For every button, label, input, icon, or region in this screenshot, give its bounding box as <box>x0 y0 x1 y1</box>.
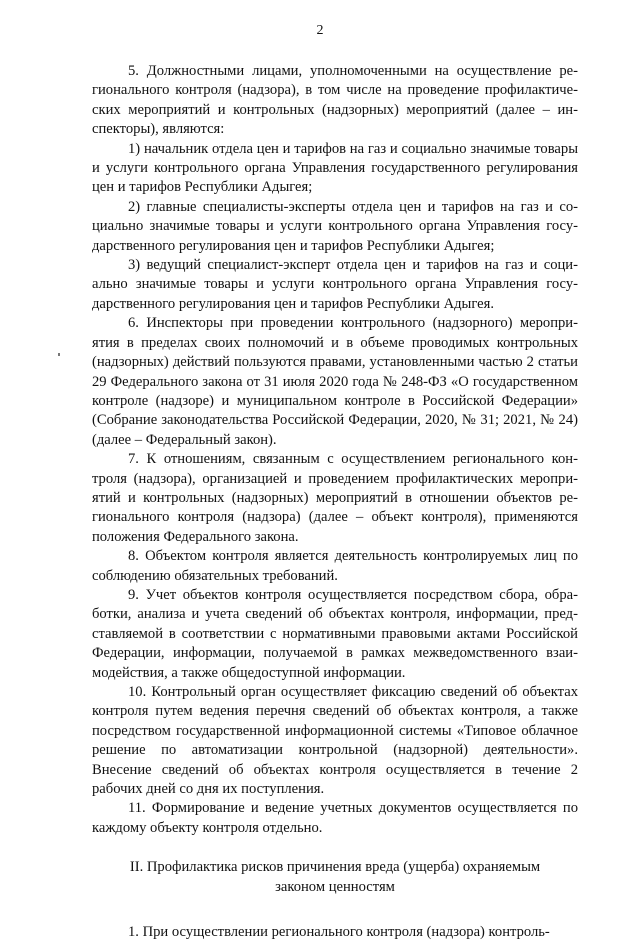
list-item-3: 3) ведущий специалист-эксперт отдела цен и тарифов на газ и социально значимые товары и услуги контрольного органа Управления государственного регулирования цен и тарифов Республики Адыгея. <box>92 257 578 312</box>
section-heading-line-2: законом ценностям <box>275 878 395 895</box>
list-item-2: 2) главные специалисты-эксперты отдела цен и тарифов на газ и социально значимые товары и услуги контрольного органа Управления государственного регулирования цен и тарифов Республики Адыгея; <box>92 198 578 254</box>
list-item-1: 1) начальник отдела цен и тарифов на газ и социально значимые товары и услуги контрольного органа Управления государственного регулирования цен и тарифов Республики Адыгея; <box>92 140 578 196</box>
section-2-paragraph-1: 1. При осуществлении регионального контроля (надзора) контроль- <box>128 924 550 941</box>
paragraph-6-rights: 6. Инспекторы при проведении контрольного (надзорного) мероприятия в пределах своих полномочий и в объеме проводимых контрольных (надзорных) действий пользуются правами, установленными частью 2 статьи 29 Федерального закона от 31 июля 2020 года № 248-ФЗ «О государственном контроле (надзоре) и муниципальном контроле в Российской Федерации» (Собрание законодательства Российской Федерации, 2020, № 31; 2021, № 24) (далее – Федеральный закон). <box>92 315 578 448</box>
paragraph-11-documents: 11. Формирование и ведение учетных документов осуществляется по каждому объекту контроля отдельно. <box>92 800 578 836</box>
paragraph-8-object: 8. Объектом контроля является деятельность контролируемых лиц по соблюдению обязательных требований. <box>92 548 578 584</box>
paragraph-5-inspectors: 5. Должностными лицами, уполномоченными на осуществление регионального контроля (надзора), в том числе на проведение профилактических мероприятий и контрольных (надзорных) мероприятий (далее – инспекторы), являются: <box>92 63 578 138</box>
paragraph-10-records: 10. Контрольный орган осуществляет фиксацию сведений об объектах контроля путем ведения перечня сведений об объектах контроля, а также посредством государственной информационной системы «Типовое облачное решение по автоматизации контрольной (надзорной) деятельности». Внесение сведений об объектах контроля осуществляется в течение 2 рабочих дней со дня их поступления. <box>92 684 578 798</box>
section-heading-line-1: II. Профилактика рисков причинения вреда (ущерба) охраняемым <box>129 859 541 876</box>
paragraph-7-relations: 7. К отношениям, связанным с осуществлением регионального контроля (надзора), организацией и проведением профилактических мероприятий и контрольных (надзорных) мероприятий в отношении объектов регионального контроля (надзора) (далее – объект контроля), применяются положения Федерального закона. <box>92 451 578 545</box>
document-body <box>92 62 578 942</box>
paragraph-9-accounting: 9. Учет объектов контроля осуществляется посредством сбора, обработки, анализа и учета сведений об объектах контроля, информации, представляемой в соответствии с нормативными правовыми актами Российской Федерации, информации, получаемой в рамках межведомственного взаимодействия, а также общедоступной информации. <box>92 586 578 681</box>
section-heading <box>92 858 578 897</box>
page-number: 2 <box>316 23 324 38</box>
margin-mark <box>58 353 60 356</box>
